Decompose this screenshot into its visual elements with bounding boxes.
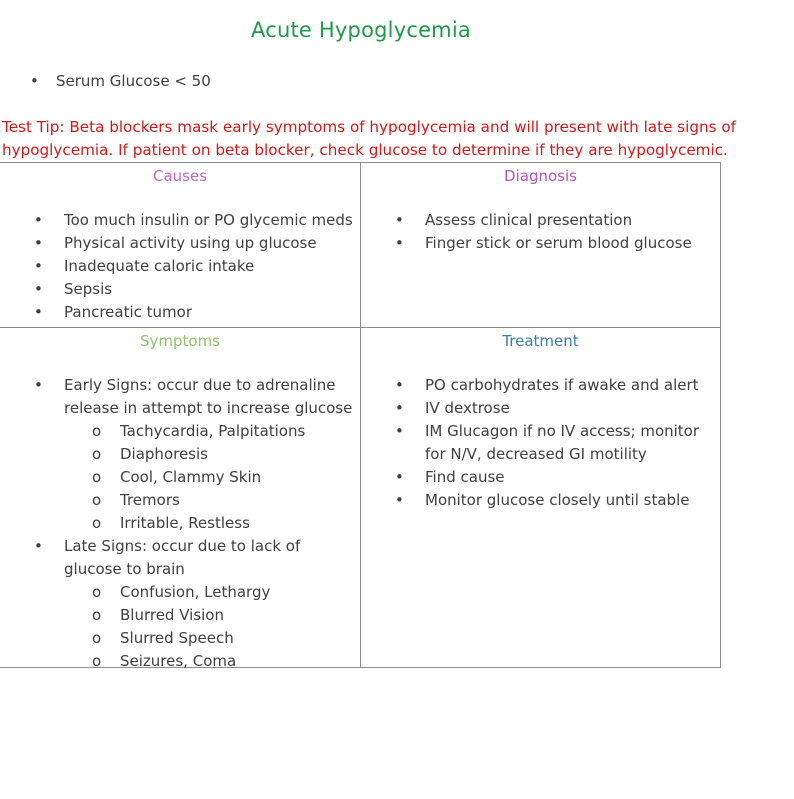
late-signs-item: • Late Signs: occur due to lack of glucose to brain o Confusion, Lethargy o Blurred Vision o Slurred Speech o Seizures, Coma bbox=[0, 535, 360, 673]
list-item: • Sepsis bbox=[0, 278, 360, 301]
list-item: o Irritable, Restless bbox=[64, 512, 354, 535]
treatment-cell bbox=[360, 327, 720, 668]
sub-bullet-icon: o bbox=[92, 606, 102, 624]
list-item: • Find cause bbox=[361, 466, 720, 489]
list-item: • Finger stick or serum blood glucose bbox=[361, 232, 720, 255]
list-item: o Diaphoresis bbox=[64, 443, 354, 466]
bullet-icon: • bbox=[34, 303, 43, 321]
diagnosis-cell bbox=[360, 163, 720, 327]
causes-list bbox=[0, 209, 360, 324]
sub-bullet-icon: o bbox=[92, 583, 102, 601]
bullet-icon: • bbox=[34, 280, 43, 298]
page-title: Acute Hypoglycemia bbox=[251, 18, 471, 42]
list-item: • IV dextrose bbox=[361, 397, 720, 420]
symptoms-list bbox=[0, 374, 360, 673]
criteria-text: Serum Glucose < 50 bbox=[56, 72, 211, 90]
list-item: • IM Glucagon if no IV access; monitor for N/V, decreased GI motility bbox=[395, 422, 700, 463]
sub-bullet-icon: o bbox=[92, 652, 102, 670]
bullet-icon: • bbox=[395, 422, 404, 440]
sub-bullet-icon: o bbox=[92, 422, 102, 440]
list-item: o Slurred Speech bbox=[64, 627, 354, 650]
sub-bullet-icon: o bbox=[92, 629, 102, 647]
causes-cell bbox=[0, 163, 360, 327]
info-table bbox=[0, 162, 721, 668]
bullet-icon: • bbox=[34, 211, 43, 229]
bullet-icon: • bbox=[30, 72, 39, 90]
list-item: • Pancreatic tumor bbox=[0, 301, 360, 324]
late-signs-list bbox=[64, 581, 354, 673]
diagnosis-list bbox=[361, 209, 720, 255]
diagnosis-heading: Diagnosis bbox=[504, 167, 577, 185]
list-item: o Seizures, Coma bbox=[64, 650, 354, 673]
bullet-icon: • bbox=[395, 491, 404, 509]
early-signs-item: • Early Signs: occur due to adrenaline release in attempt to increase glucose o Tachycardia, Palpitations o Diaphoresis o Cool, Clammy Skin o Tremors o Irritable, Restless bbox=[0, 374, 360, 535]
bullet-icon: • bbox=[395, 399, 404, 417]
symptoms-heading: Symptoms bbox=[139, 332, 221, 350]
list-item: • Too much insulin or PO glycemic meds bbox=[0, 209, 360, 232]
list-item: • Assess clinical presentation bbox=[361, 209, 720, 232]
criteria-line bbox=[30, 72, 211, 90]
bullet-icon: • bbox=[34, 234, 43, 252]
treatment-heading: Treatment bbox=[502, 332, 579, 350]
list-item: o Cool, Clammy Skin bbox=[64, 466, 354, 489]
sub-bullet-icon: o bbox=[92, 514, 102, 532]
bullet-icon: • bbox=[395, 376, 404, 394]
treatment-list bbox=[361, 374, 720, 512]
bullet-icon: • bbox=[34, 537, 43, 555]
list-item: o Blurred Vision bbox=[64, 604, 354, 627]
sub-bullet-icon: o bbox=[92, 468, 102, 486]
causes-heading: Causes bbox=[152, 167, 208, 185]
sub-bullet-icon: o bbox=[92, 445, 102, 463]
list-item: o Tachycardia, Palpitations bbox=[64, 420, 354, 443]
bullet-icon: • bbox=[34, 257, 43, 275]
list-item: • Physical activity using up glucose bbox=[0, 232, 360, 255]
bullet-icon: • bbox=[395, 211, 404, 229]
list-item: • Inadequate caloric intake bbox=[0, 255, 360, 278]
list-item: • PO carbohydrates if awake and alert bbox=[361, 374, 720, 397]
bullet-icon: • bbox=[34, 376, 43, 394]
bullet-icon: • bbox=[395, 468, 404, 486]
list-item: o Confusion, Lethargy bbox=[64, 581, 354, 604]
bullet-icon: • bbox=[395, 234, 404, 252]
test-tip: Test Tip: Beta blockers mask early symptoms of hypoglycemia and will present with late signs of hypoglycemia. If patient on beta blocker, check glucose to determine if they are hypoglycemic. bbox=[2, 118, 737, 159]
symptoms-cell bbox=[0, 327, 360, 668]
list-item: • Monitor glucose closely until stable bbox=[361, 489, 720, 512]
list-item: o Tremors bbox=[64, 489, 354, 512]
sub-bullet-icon: o bbox=[92, 491, 102, 509]
early-signs-list bbox=[64, 420, 354, 535]
